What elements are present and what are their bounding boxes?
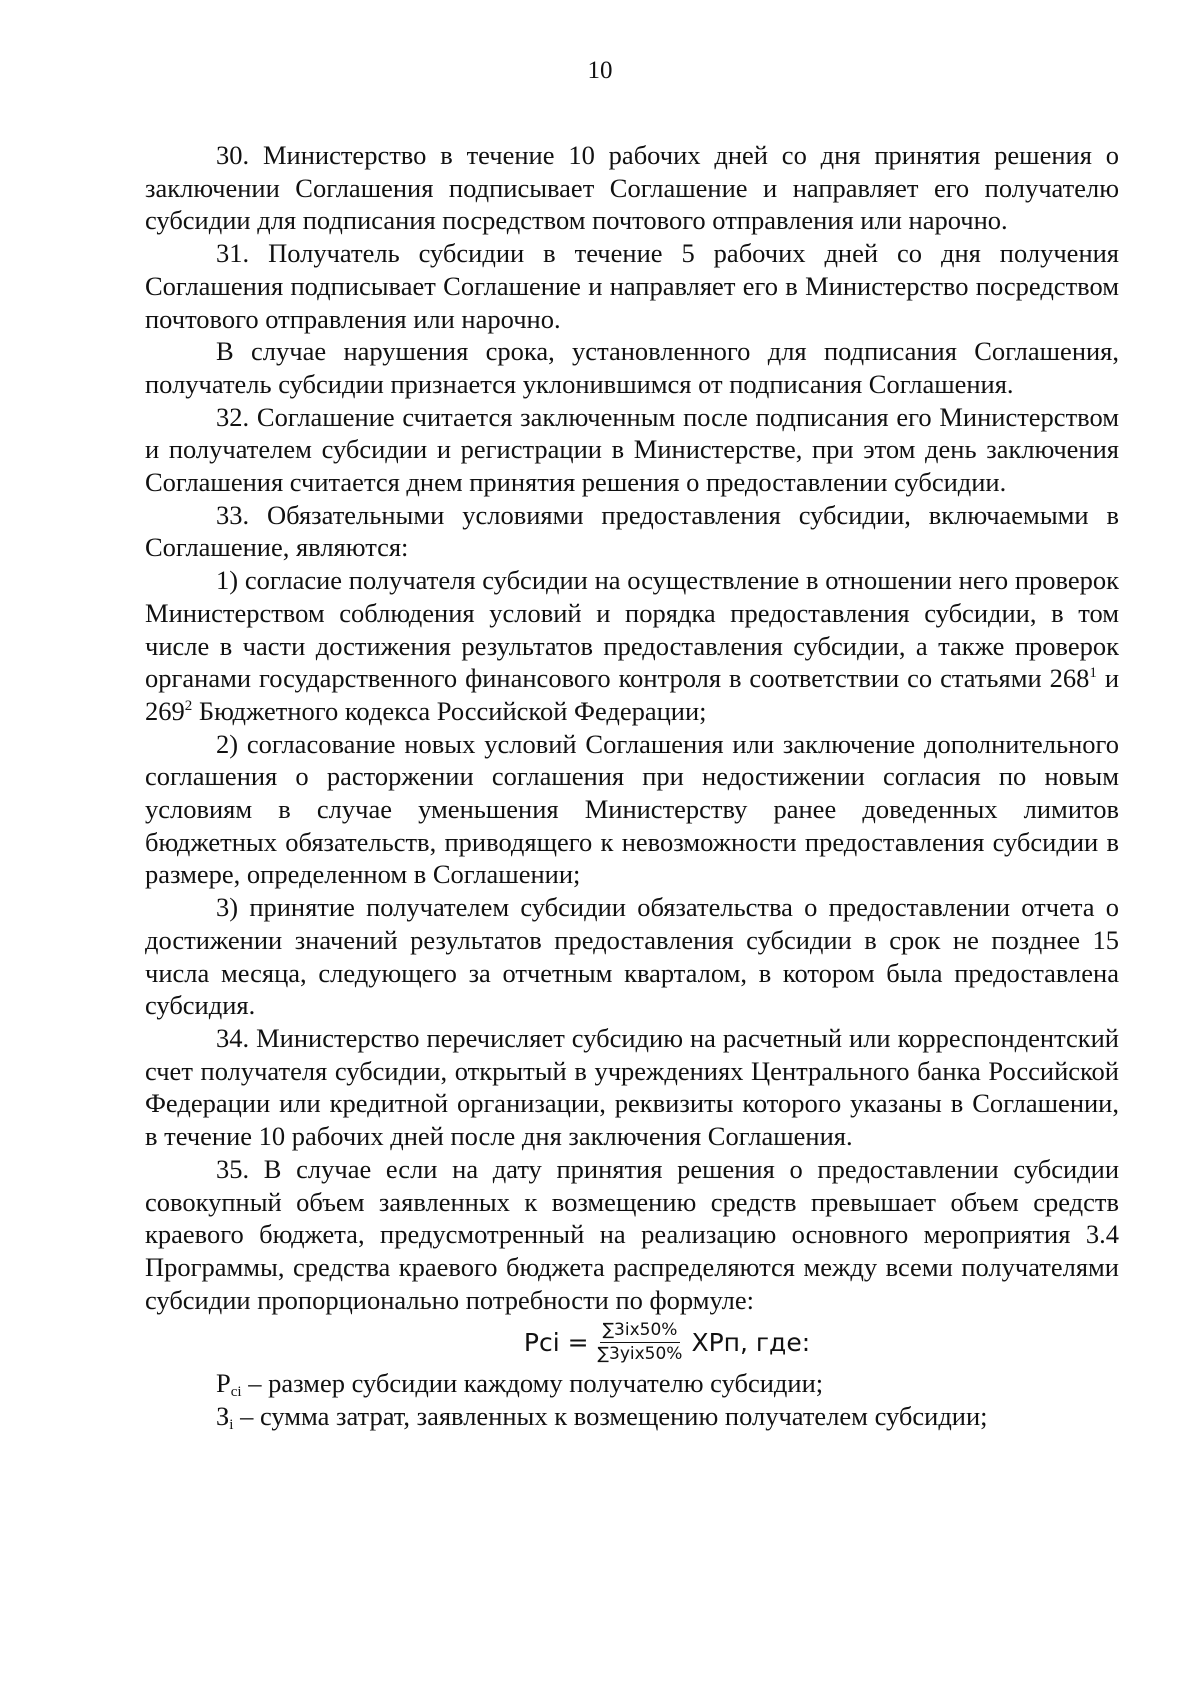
zi-subscript: i (229, 1417, 234, 1434)
paragraph-34: 34. Министерство перечисляет субсидию на расчетный или корреспондентский счет получателя субсидии, открытый в учреждениях Центрального банка Российской Федерации или кредитной организации, реквизиты которого указаны в Соглашении, в течение 10 рабочих дней после дня заключения Соглашения. (145, 1022, 1119, 1152)
paragraph-32: 32. Соглашение считается заключенным после подписания его Министерством и получателем субсидии и регистрации в Министерстве, при этом день заключения Соглашения считается днем принятия решения о предоставлении субсидии. (145, 401, 1119, 498)
zi-symbol: З (216, 1401, 230, 1432)
item-1-text-c: Бюджетного кодекса Российской Федерации; (192, 695, 707, 726)
formula-lhs: Pci = (523, 1327, 589, 1357)
paragraph-33: 33. Обязательными условиями предоставления субсидии, включаемыми в Соглашение, являются: (145, 499, 1119, 563)
document-body (145, 139, 1119, 1433)
pci-subscript: ci (230, 1384, 242, 1401)
zi-text: – сумма затрат, заявленных к возмещению получателем субсидии; (233, 1401, 988, 1432)
paragraph-30: 30. Министерство в течение 10 рабочих дней со дня принятия решения о заключении Соглашения подписывает Соглашение и направляет его получателю субсидии для подписания посредством почтового отправления или нарочно. (145, 140, 1119, 236)
formula-fraction (595, 1320, 686, 1365)
pci-symbol: P (216, 1368, 231, 1399)
page-number: 10 (587, 57, 613, 84)
definition-zi (145, 1400, 1119, 1433)
paragraph-33-item-2: 2) согласование новых условий Соглашения или заключение дополнительного соглашения о расторжении соглашения при недостижении согласия по новым условиям в случае уменьшения Министерству ранее доведенных лимитов бюджетных обязательств, приводящего к невозможности предоставления субсидии в размере, определенном в Соглашении; (145, 728, 1119, 890)
paragraph-31: 31. Получатель субсидии в течение 5 рабочих дней со дня получения Соглашения подписывает Соглашение и направляет его в Министерство посредством почтового отправления или нарочно. (145, 238, 1119, 334)
distribution-formula (145, 1316, 1119, 1367)
formula-denominator: ∑3уix50% (597, 1344, 683, 1365)
item-1-superscript-2: 2 (184, 697, 193, 714)
item-1-text-a: 1) согласие получателя субсидии на осуществление в отношении него проверок Министерством соблюдения условий и порядка предоставления субсидии, в том числе в части достижения результатов предоставления субсидии, а также проверок органами государственного финансового контроля в соответствии со статьями 268 (145, 565, 1119, 694)
definition-pci (145, 1367, 1119, 1400)
item-1-superscript-1: 1 (1089, 665, 1097, 682)
paragraph-31-violation: В случае нарушения срока, установленного для подписания Соглашения, получатель субсидии признается уклонившимся от подписания Соглашения. (145, 336, 1119, 399)
paragraph-35: 35. В случае если на дату принятия решения о предоставлении субсидии совокупный объем заявленных к возмещению средств превышает объем средств краевого бюджета, предусмотренный на реализацию основного мероприятия 3.4 Программы, средства краевого бюджета распределяются между всеми получателями субсидии пропорционально потребности по формуле: (145, 1153, 1119, 1315)
formula-rhs: XPп, где: (691, 1327, 811, 1357)
paragraph-33-item-1 (145, 564, 1119, 728)
formula-numerator: ∑3ix50% (600, 1320, 681, 1343)
formula-body (454, 1320, 810, 1365)
item-1-text-b: и 269 (145, 663, 1119, 726)
pci-text: – размер субсидии каждому получателю субсидии; (241, 1368, 824, 1399)
paragraph-33-item-3: 3) принятие получателем субсидии обязательства о предоставлении отчета о достижении значений результатов предоставления субсидии в срок не позднее 15 числа месяца, следующего за отчетным кварталом, в котором была предоставлена субсидия. (145, 892, 1119, 1021)
